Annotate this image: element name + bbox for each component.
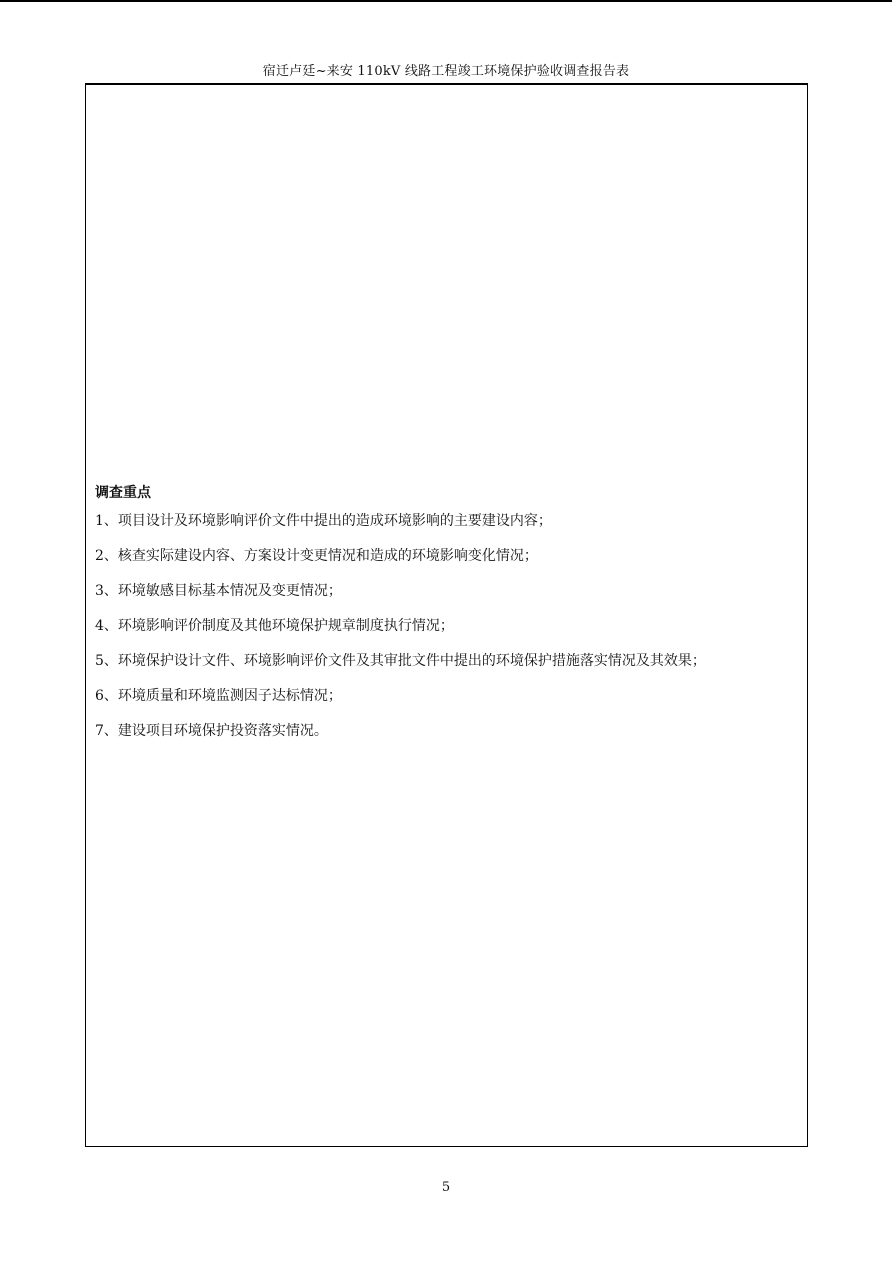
survey-focus-list bbox=[95, 511, 800, 756]
page-number: 5 bbox=[441, 1180, 451, 1195]
list-item: 7、建设项目环境保护投资落实情况。 bbox=[95, 723, 328, 739]
list-item: 2、核查实际建设内容、方案设计变更情况和造成的环境影响变化情况； bbox=[95, 548, 538, 564]
report-table-frame bbox=[85, 85, 808, 1147]
running-header: 宿迁卢廷~来安 110kV 线路工程竣工环境保护验收调查报告表 bbox=[262, 64, 630, 79]
survey-focus-section bbox=[95, 483, 800, 756]
section-heading: 调查重点 bbox=[95, 485, 151, 501]
list-item: 1、项目设计及环境影响评价文件中提出的造成环境影响的主要建设内容； bbox=[95, 513, 552, 529]
list-item: 5、环境保护设计文件、环境影响评价文件及其审批文件中提出的环境保护措施落实情况及其效果； bbox=[95, 653, 706, 669]
top-border-line bbox=[0, 0, 892, 2]
list-item: 3、环境敏感目标基本情况及变更情况； bbox=[95, 583, 342, 599]
list-item: 6、环境质量和环境监测因子达标情况； bbox=[95, 688, 342, 704]
list-item: 4、环境影响评价制度及其他环境保护规章制度执行情况； bbox=[95, 618, 454, 634]
